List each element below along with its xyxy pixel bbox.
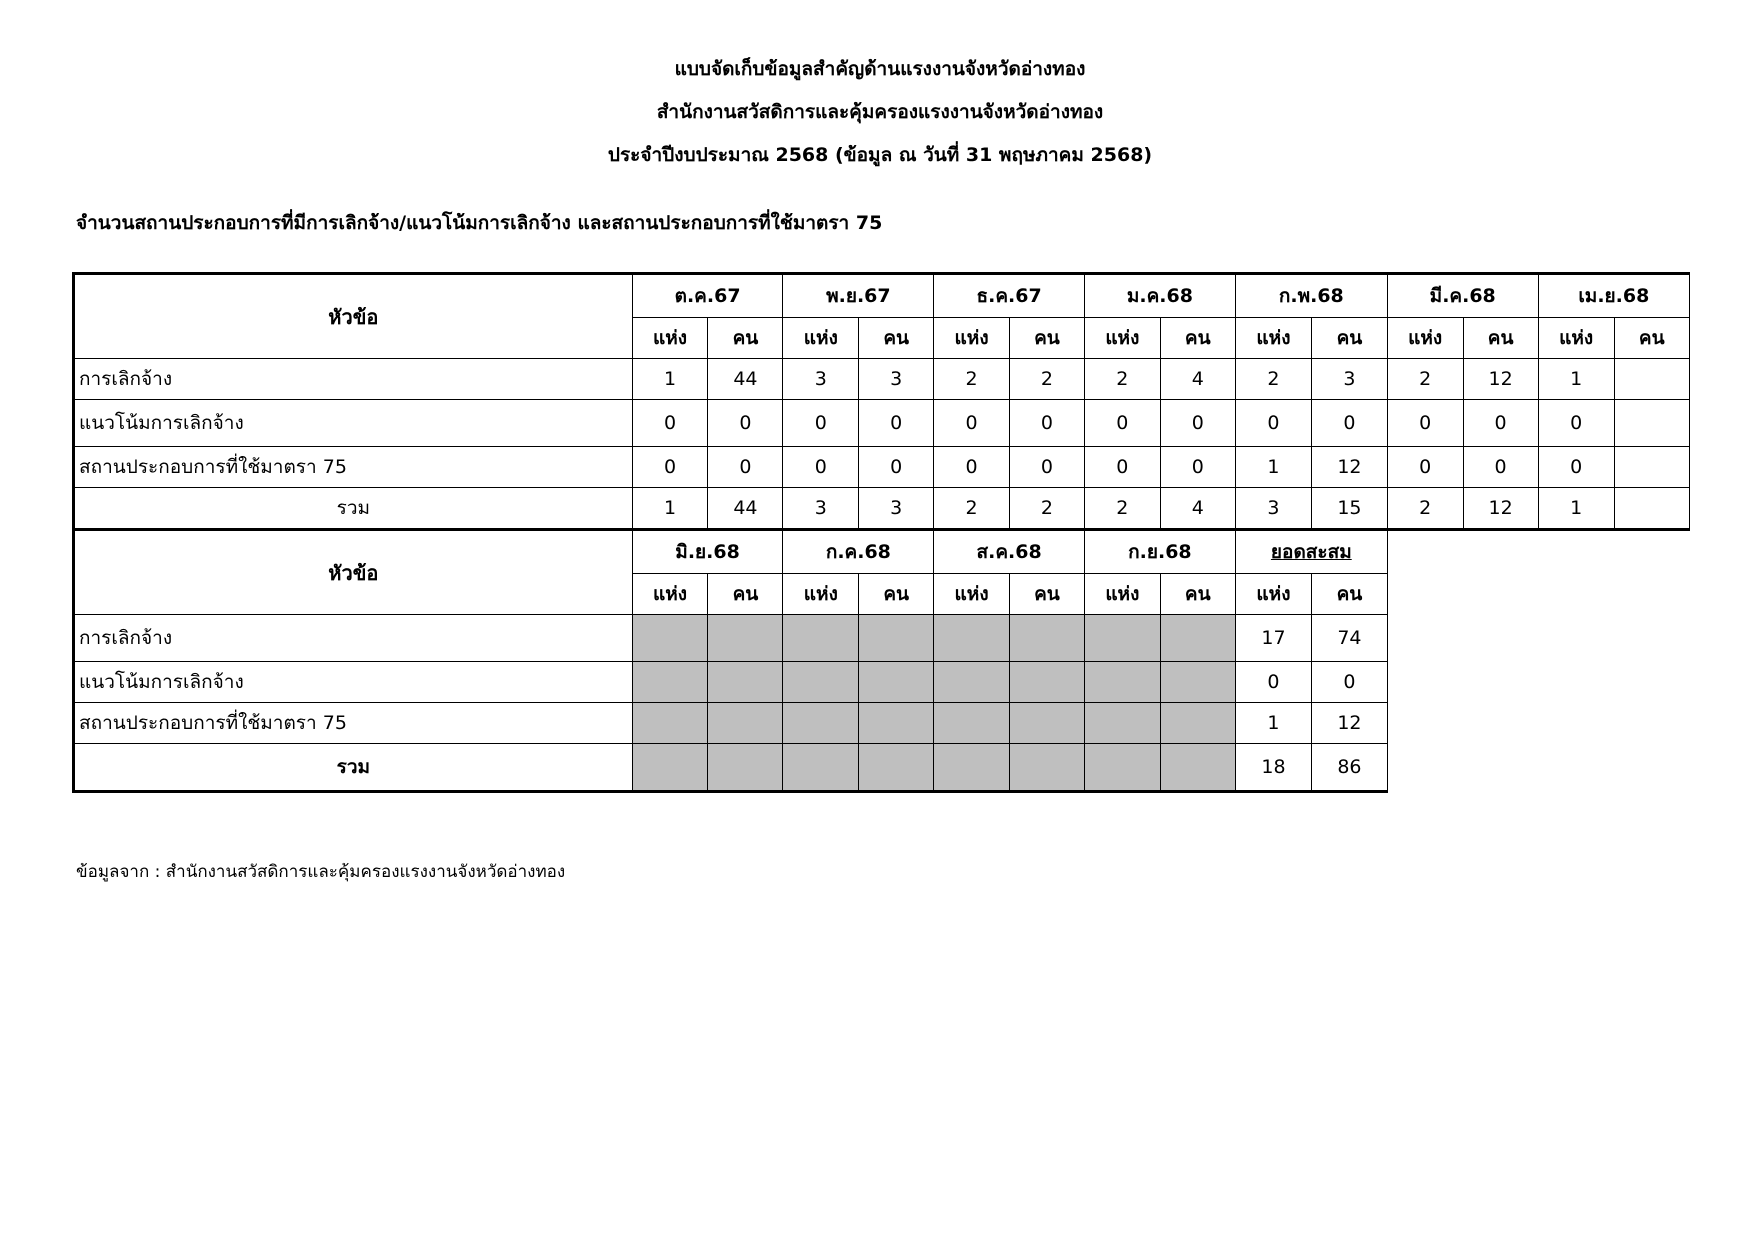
table-subtitle: จำนวนสถานประกอบการที่มีการเลิกจ้าง/แนวโน้มการเลิกจ้าง และสถานประกอบการที่ใช้มาตรา 75 — [76, 212, 883, 234]
empty-grey-cell — [708, 703, 783, 744]
cell: 0 — [1538, 447, 1614, 488]
empty-grey-cell — [632, 615, 708, 662]
cell — [1614, 447, 1689, 488]
table1-row-total — [74, 488, 1690, 530]
unit-place-header: แห่ง — [632, 318, 708, 359]
cell: 0 — [1463, 447, 1538, 488]
cell: 0 — [783, 400, 859, 447]
cell: 3 — [1312, 359, 1388, 400]
blank-area — [1387, 530, 1689, 574]
cell: 2 — [934, 359, 1010, 400]
table1-row-layoff-trend — [74, 400, 1690, 447]
table-viewport — [72, 272, 1690, 812]
empty-grey-cell — [632, 744, 708, 792]
cell: 0 — [632, 447, 708, 488]
cumulative-cell: 74 — [1312, 615, 1388, 662]
unit-person-header: คน — [1614, 318, 1689, 359]
cell: 0 — [859, 400, 934, 447]
cell: 1 — [1538, 488, 1614, 530]
empty-grey-cell — [1009, 703, 1084, 744]
cell: 3 — [783, 359, 859, 400]
cell: 44 — [708, 359, 783, 400]
unit-place-header: แห่ง — [783, 574, 859, 615]
empty-grey-cell — [708, 744, 783, 792]
row-label-total: รวม — [74, 488, 633, 530]
cumulative-cell: 17 — [1235, 615, 1311, 662]
unit-place-header: แห่ง — [1084, 318, 1160, 359]
empty-grey-cell — [783, 744, 859, 792]
cell: 0 — [1084, 447, 1160, 488]
unit-person-header: คน — [1463, 318, 1538, 359]
cell: 0 — [708, 447, 783, 488]
cell: 3 — [1235, 488, 1311, 530]
empty-grey-cell — [1084, 703, 1160, 744]
month-header: ม.ค.68 — [1084, 274, 1235, 318]
unit-place-header: แห่ง — [1235, 574, 1311, 615]
report-title-line-2: สำนักงานสวัสดิการและคุ้มครองแรงงานจังหวัดอ่างทอง — [656, 101, 1104, 123]
empty-grey-cell — [1160, 744, 1235, 792]
month-header: ก.ย.68 — [1084, 530, 1235, 574]
cell: 44 — [708, 488, 783, 530]
empty-grey-cell — [783, 662, 859, 703]
unit-person-header: คน — [1312, 318, 1388, 359]
row-label-total: รวม — [74, 744, 633, 792]
cell: 4 — [1160, 488, 1235, 530]
empty-grey-cell — [632, 662, 708, 703]
empty-grey-cell — [1084, 744, 1160, 792]
empty-grey-cell — [783, 703, 859, 744]
empty-grey-cell — [859, 662, 934, 703]
unit-place-header: แห่ง — [1235, 318, 1311, 359]
cell: 0 — [632, 400, 708, 447]
report-title-line-1: แบบจัดเก็บข้อมูลสำคัญด้านแรงงานจังหวัดอ่างทอง — [674, 58, 1086, 80]
cell: 2 — [1387, 359, 1463, 400]
cell: 12 — [1463, 359, 1538, 400]
cell: 12 — [1312, 447, 1388, 488]
blank-area — [1387, 662, 1689, 703]
table2-row-total — [74, 744, 1690, 792]
cell: 2 — [1084, 359, 1160, 400]
cell: 2 — [1235, 359, 1311, 400]
month-header: มี.ค.68 — [1387, 274, 1538, 318]
unit-place-header: แห่ง — [1084, 574, 1160, 615]
empty-grey-cell — [708, 615, 783, 662]
cumulative-cell: 0 — [1235, 662, 1311, 703]
labor-data-table — [72, 272, 1690, 793]
empty-grey-cell — [1084, 615, 1160, 662]
cumulative-cell: 0 — [1312, 662, 1388, 703]
cell: 0 — [934, 447, 1010, 488]
data-source-note: ข้อมูลจาก : สำนักงานสวัสดิการและคุ้มครองแรงงานจังหวัดอ่างทอง — [76, 862, 566, 882]
empty-grey-cell — [632, 703, 708, 744]
empty-grey-cell — [934, 662, 1010, 703]
table1-month-header-row — [74, 274, 1690, 318]
unit-person-header: คน — [859, 574, 934, 615]
cell: 0 — [1463, 400, 1538, 447]
table2-row-layoff — [74, 615, 1690, 662]
empty-grey-cell — [1160, 615, 1235, 662]
unit-person-header: คน — [1312, 574, 1388, 615]
cell: 0 — [1235, 400, 1311, 447]
empty-grey-cell — [859, 744, 934, 792]
unit-person-header: คน — [1160, 574, 1235, 615]
unit-place-header: แห่ง — [1387, 318, 1463, 359]
cell — [1614, 400, 1689, 447]
month-header: ส.ค.68 — [934, 530, 1085, 574]
row-label-layoff-trend: แนวโน้มการเลิกจ้าง — [74, 400, 633, 447]
empty-grey-cell — [934, 615, 1010, 662]
cell: 0 — [1009, 447, 1084, 488]
cumulative-header-text: ยอดสะสม — [1270, 541, 1352, 563]
cell: 12 — [1463, 488, 1538, 530]
cell: 4 — [1160, 359, 1235, 400]
unit-place-header: แห่ง — [1538, 318, 1614, 359]
cell: 0 — [859, 447, 934, 488]
blank-area — [1387, 703, 1689, 744]
table1-row-layoff — [74, 359, 1690, 400]
cell: 0 — [1009, 400, 1084, 447]
cumulative-cell: 86 — [1312, 744, 1388, 792]
cell: 2 — [1387, 488, 1463, 530]
row-label-layoff-trend: แนวโน้มการเลิกจ้าง — [74, 662, 633, 703]
empty-grey-cell — [934, 703, 1010, 744]
cell: 1 — [632, 359, 708, 400]
empty-grey-cell — [1009, 662, 1084, 703]
month-header: ธ.ค.67 — [934, 274, 1085, 318]
month-header: มิ.ย.68 — [632, 530, 783, 574]
cumulative-header — [1235, 530, 1387, 574]
unit-place-header: แห่ง — [934, 318, 1010, 359]
cell: 2 — [1084, 488, 1160, 530]
cell: 2 — [934, 488, 1010, 530]
unit-person-header: คน — [1160, 318, 1235, 359]
cell — [1614, 488, 1689, 530]
unit-person-header: คน — [708, 574, 783, 615]
row-label-layoff: การเลิกจ้าง — [74, 359, 633, 400]
empty-grey-cell — [1160, 703, 1235, 744]
cell: 3 — [859, 488, 934, 530]
unit-place-header: แห่ง — [783, 318, 859, 359]
cell: 15 — [1312, 488, 1388, 530]
cell: 1 — [1235, 447, 1311, 488]
row-label-layoff: การเลิกจ้าง — [74, 615, 633, 662]
empty-grey-cell — [1084, 662, 1160, 703]
unit-person-header: คน — [708, 318, 783, 359]
unit-person-header: คน — [1009, 318, 1084, 359]
table2-row-layoff-trend — [74, 662, 1690, 703]
cumulative-cell: 1 — [1235, 703, 1311, 744]
table2-month-header-row — [74, 530, 1690, 574]
table2-row-section75 — [74, 703, 1690, 744]
cell — [1614, 359, 1689, 400]
row-label-section75: สถานประกอบการที่ใช้มาตรา 75 — [74, 447, 633, 488]
cell: 0 — [1312, 400, 1388, 447]
cell: 1 — [1538, 359, 1614, 400]
table1-topic-header: หัวข้อ — [74, 274, 633, 359]
row-label-section75: สถานประกอบการที่ใช้มาตรา 75 — [74, 703, 633, 744]
report-title-line-3: ประจำปีงบประมาณ 2568 (ข้อมูล ณ วันที่ 31 พฤษภาคม 2568) — [607, 144, 1153, 166]
month-header: ต.ค.67 — [632, 274, 783, 318]
month-header: เม.ย.68 — [1538, 274, 1689, 318]
cell: 3 — [783, 488, 859, 530]
cell: 0 — [1160, 400, 1235, 447]
empty-grey-cell — [859, 703, 934, 744]
cell: 0 — [708, 400, 783, 447]
cell: 2 — [1009, 359, 1084, 400]
cell: 0 — [1538, 400, 1614, 447]
empty-grey-cell — [1009, 615, 1084, 662]
blank-area — [1387, 574, 1689, 615]
cell: 3 — [859, 359, 934, 400]
month-header: ก.ค.68 — [783, 530, 934, 574]
cumulative-cell: 12 — [1312, 703, 1388, 744]
cell: 0 — [934, 400, 1010, 447]
empty-grey-cell — [934, 744, 1010, 792]
month-header: พ.ย.67 — [783, 274, 934, 318]
cell: 0 — [1387, 400, 1463, 447]
empty-grey-cell — [1160, 662, 1235, 703]
table2-topic-header: หัวข้อ — [74, 530, 633, 615]
cumulative-cell: 18 — [1235, 744, 1311, 792]
empty-grey-cell — [783, 615, 859, 662]
unit-person-header: คน — [1009, 574, 1084, 615]
table1-row-section75 — [74, 447, 1690, 488]
unit-person-header: คน — [859, 318, 934, 359]
empty-grey-cell — [708, 662, 783, 703]
unit-place-header: แห่ง — [632, 574, 708, 615]
report-title-block — [607, 48, 1153, 177]
blank-area — [1387, 615, 1689, 662]
cell: 2 — [1009, 488, 1084, 530]
cell: 0 — [1160, 447, 1235, 488]
cell: 0 — [783, 447, 859, 488]
cell: 0 — [1084, 400, 1160, 447]
blank-area — [1387, 744, 1689, 792]
empty-grey-cell — [1009, 744, 1084, 792]
unit-place-header: แห่ง — [934, 574, 1010, 615]
cell: 1 — [632, 488, 708, 530]
empty-grey-cell — [859, 615, 934, 662]
month-header: ก.พ.68 — [1235, 274, 1387, 318]
cell: 0 — [1387, 447, 1463, 488]
